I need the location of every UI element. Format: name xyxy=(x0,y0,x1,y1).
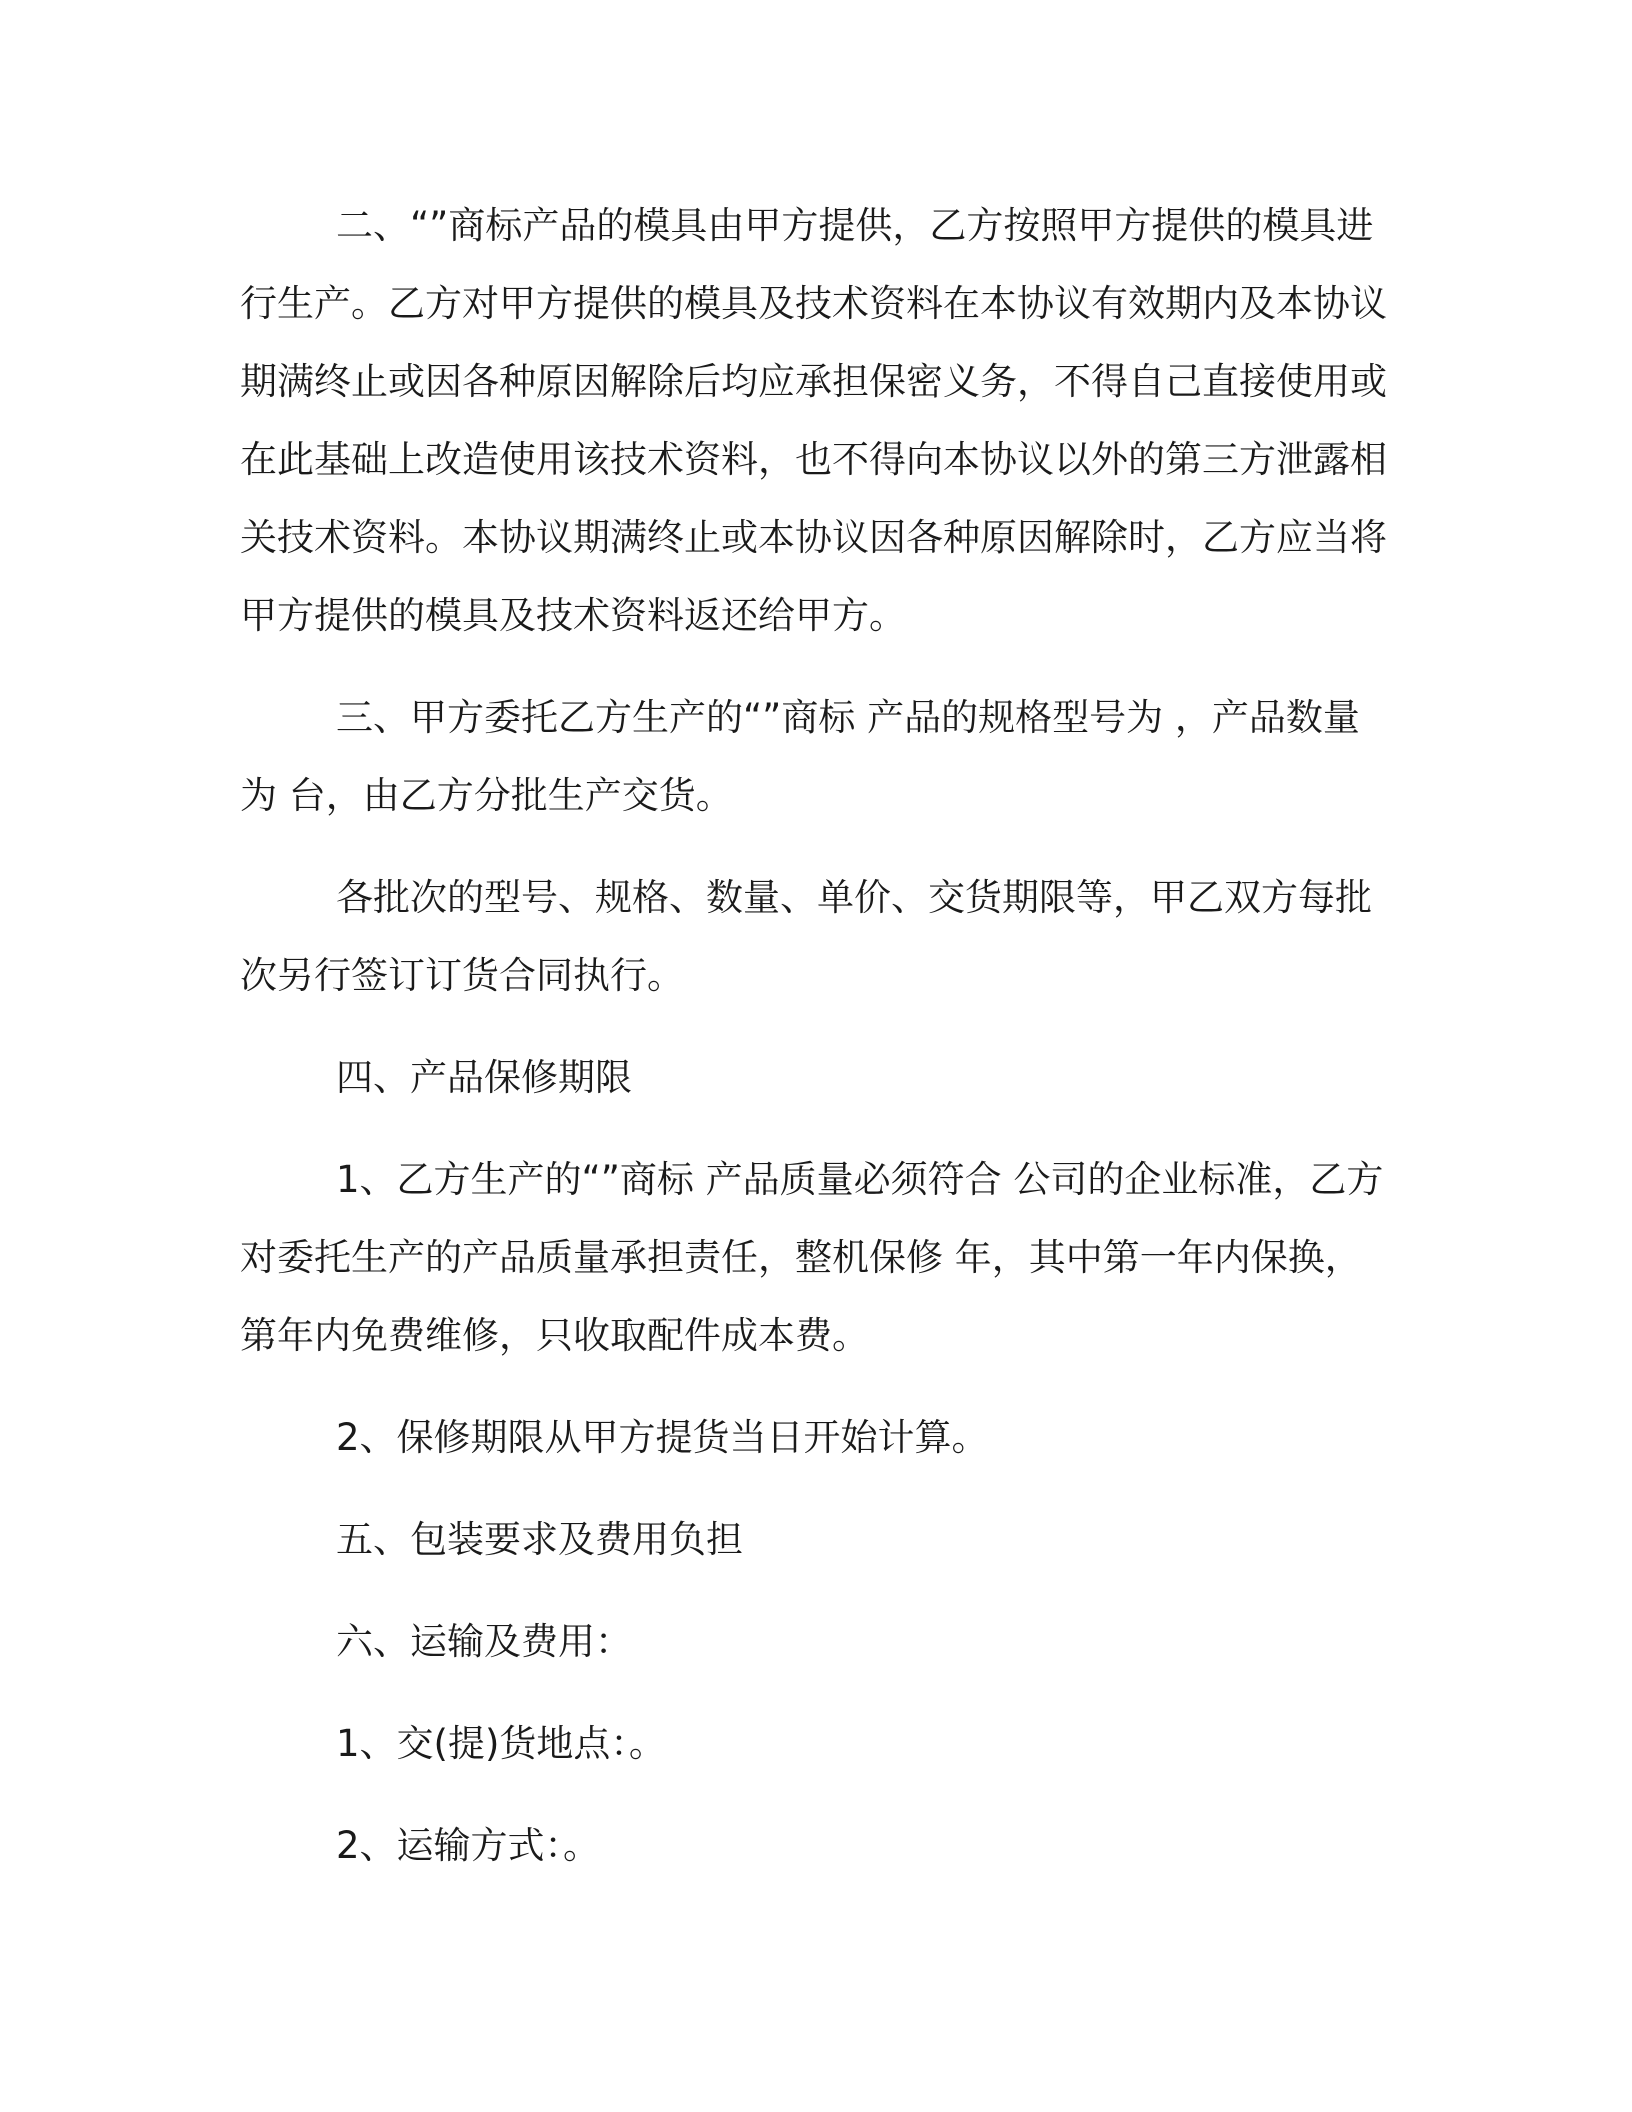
document-body xyxy=(240,187,1390,1885)
paragraph-batch-orders: 各批次的型号、规格、数量、单价、交货期限等，甲乙双方每批次另行签订订货合同执行。 xyxy=(240,876,1372,997)
paragraph-warranty-start: 2、保修期限从甲方提货当日开始计算。 xyxy=(336,1416,989,1459)
paragraph-clause-2-molds: 二、“”商标产品的模具由甲方提供，乙方按照甲方提供的模具进行生产。乙方对甲方提供的模具及技术资料在本协议有效期内及本协议期满终止或因各种原因解除后均应承担保密义务，不得自己直接使用或在此基础上改造使用该技术资料，也不得向本协议以外的第三方泄露相关技术资料。本协议期满终止或本协议因各种原因解除时，乙方应当将甲方提供的模具及技术资料返还给甲方。 xyxy=(240,204,1387,637)
heading-clause-5-packaging: 五、包装要求及费用负担 xyxy=(336,1518,743,1561)
paragraph-transport-method: 2、运输方式：。 xyxy=(336,1824,601,1867)
heading-clause-6-transport: 六、运输及费用： xyxy=(336,1620,632,1663)
paragraph-delivery-location: 1、交(提)货地点：。 xyxy=(336,1722,666,1765)
paragraph-clause-3-specifications: 三、甲方委托乙方生产的“”商标 产品的规格型号为 ，产品数量为 台，由乙方分批生产交货。 xyxy=(240,696,1360,817)
paragraph-warranty-quality: 1、乙方生产的“”商标 产品质量必须符合 公司的企业标准，乙方对委托生产的产品质量承担责任，整机保修 年，其中第一年内保换，第年内免费维修，只收取配件成本费。 xyxy=(240,1158,1384,1357)
heading-clause-4-warranty: 四、产品保修期限 xyxy=(336,1056,632,1099)
